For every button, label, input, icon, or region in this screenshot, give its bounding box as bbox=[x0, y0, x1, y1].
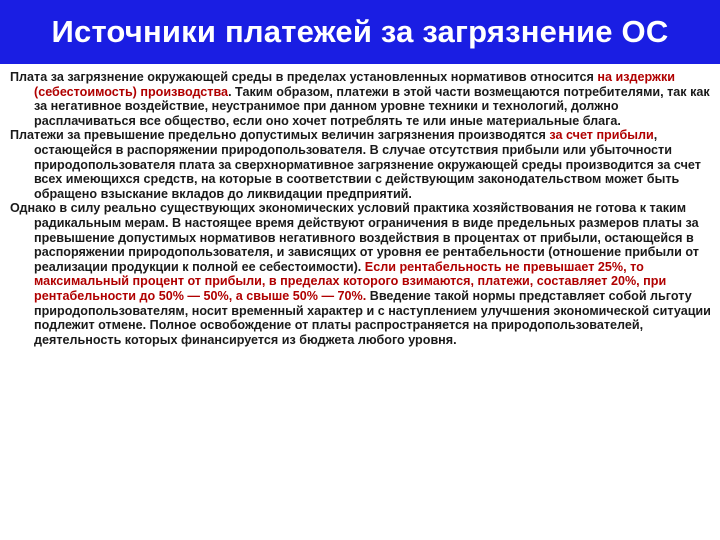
paragraph-2-text-2: , остающейся в распоряжении природопользователя. В случае отсутствия прибыли или убыточности природопользователя плата за сверхнормативное загрязнение окружающей среды производится за счет всех имеющихся средств, на которые в соответствии с действующим законодательством может быть обращено взыскание вкладов до ликвидации предприятий. bbox=[34, 128, 701, 201]
title-bar bbox=[0, 0, 720, 64]
paragraph-2-highlight: за счет прибыли bbox=[549, 128, 654, 143]
paragraph-1-text-1: Плата за загрязнение окружающей среды в пределах установленных нормативов относится bbox=[10, 70, 598, 84]
paragraph-3-highlight: Если рентабельность не превышает 25%, то максимальный процент от прибыли, в пределах которого взимаются, платежи, составляет 20%, при рентабельности до 50% — 50%, а свыше 50% — 70%. bbox=[34, 259, 667, 303]
paragraph-1 bbox=[10, 70, 714, 128]
paragraph-3 bbox=[10, 201, 714, 347]
paragraph-1-text-2: . Таким образом, платежи в этой части возмещаются потребителями, так как за негативное воздействие, неустранимое при данном уровне техники и технологий, должно расплачиваться все общество, если оно хочет потреблять те или иные материальные блага. bbox=[34, 84, 710, 128]
paragraph-3-text-2: Введение такой нормы представляет собой льготу природопользователям, носит временный характер и с наступлением улучшения экономической ситуации подлежит отмене. Полное освобождение от платы распространяется на природопользователей, деятельность которых финансируется из бюджета любого уровня. bbox=[34, 288, 711, 347]
paragraph-3-text-1: Однако в силу реально существующих экономических условий практика хозяйствования не готова к таким радикальным мерам. В настоящее время действуют ограничения в виде предельных размеров платы за превышение допустимых нормативов негативного воздействия в процентах от прибыли, остающейся в распоряжении природопользователя, и зависящих от уровня ее рентабельности (отношение прибыли от реализации продукции к полной ее себестоимости). bbox=[10, 201, 699, 274]
paragraph-1-highlight: на издержки (себестоимость) производства bbox=[34, 70, 676, 99]
paragraph-2 bbox=[10, 128, 714, 201]
paragraph-2-text-1: Платежи за превышение предельно допустимых величин загрязнения производятся bbox=[10, 128, 550, 143]
slide-title: Источники платежей за загрязнение ОС bbox=[51, 14, 669, 49]
slide-body bbox=[10, 70, 714, 347]
